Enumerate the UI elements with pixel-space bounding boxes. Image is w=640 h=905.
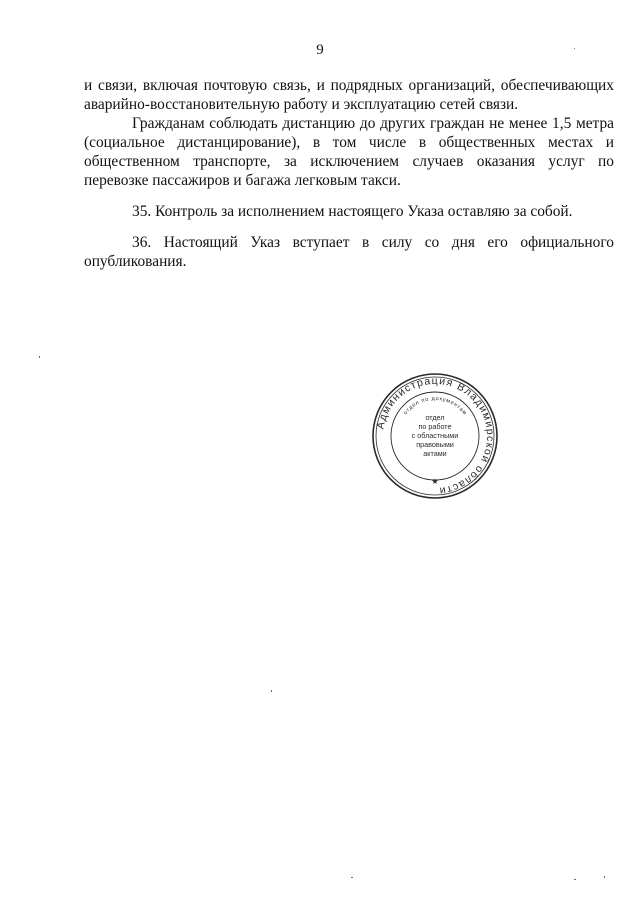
paragraph-communications-continuation: и связи, включая почтовую связь, и подрядных организаций, обеспечивающих аварийно-восстановительную работу и эксплуатацию сетей связи. (84, 77, 614, 113)
scan-speck (604, 876, 605, 878)
paragraph-36-entry-into-force: 36. Настоящий Указ вступает в силу со дня его официального опубликования. (84, 234, 614, 270)
stamp-inner-text: отдел по документам (402, 395, 468, 417)
scan-speck (574, 48, 575, 49)
stamp-center-line-1: отдел (425, 413, 445, 422)
stamp-star-icon: ★ (431, 477, 439, 486)
scan-speck (39, 356, 40, 358)
scan-speck (574, 879, 576, 880)
stamp-center-line-2: по работе (418, 422, 452, 431)
document-body (84, 76, 614, 271)
scan-speck (271, 690, 272, 692)
stamp-center-line-4: правовыми (416, 440, 454, 449)
paragraph-35-control: 35. Контроль за исполнением настоящего Указа оставляю за собой. (132, 203, 573, 220)
stamp-outer-text: Администрация Владимирской области (374, 374, 497, 497)
stamp-center-line-5: актами (423, 449, 447, 458)
page-number: 9 (316, 42, 324, 58)
paragraph-social-distancing: Гражданам соблюдать дистанцию до других граждан не менее 1,5 метра (социальное дистанцирование), в том числе в общественных местах и общественном транспорте, за исключением случаев оказания услуг по перевозке пассажиров и багажа легковым такси. (84, 115, 614, 189)
official-seal-stamp (371, 372, 499, 500)
scan-speck (351, 877, 353, 878)
stamp-center-line-3: с областными (411, 431, 459, 440)
